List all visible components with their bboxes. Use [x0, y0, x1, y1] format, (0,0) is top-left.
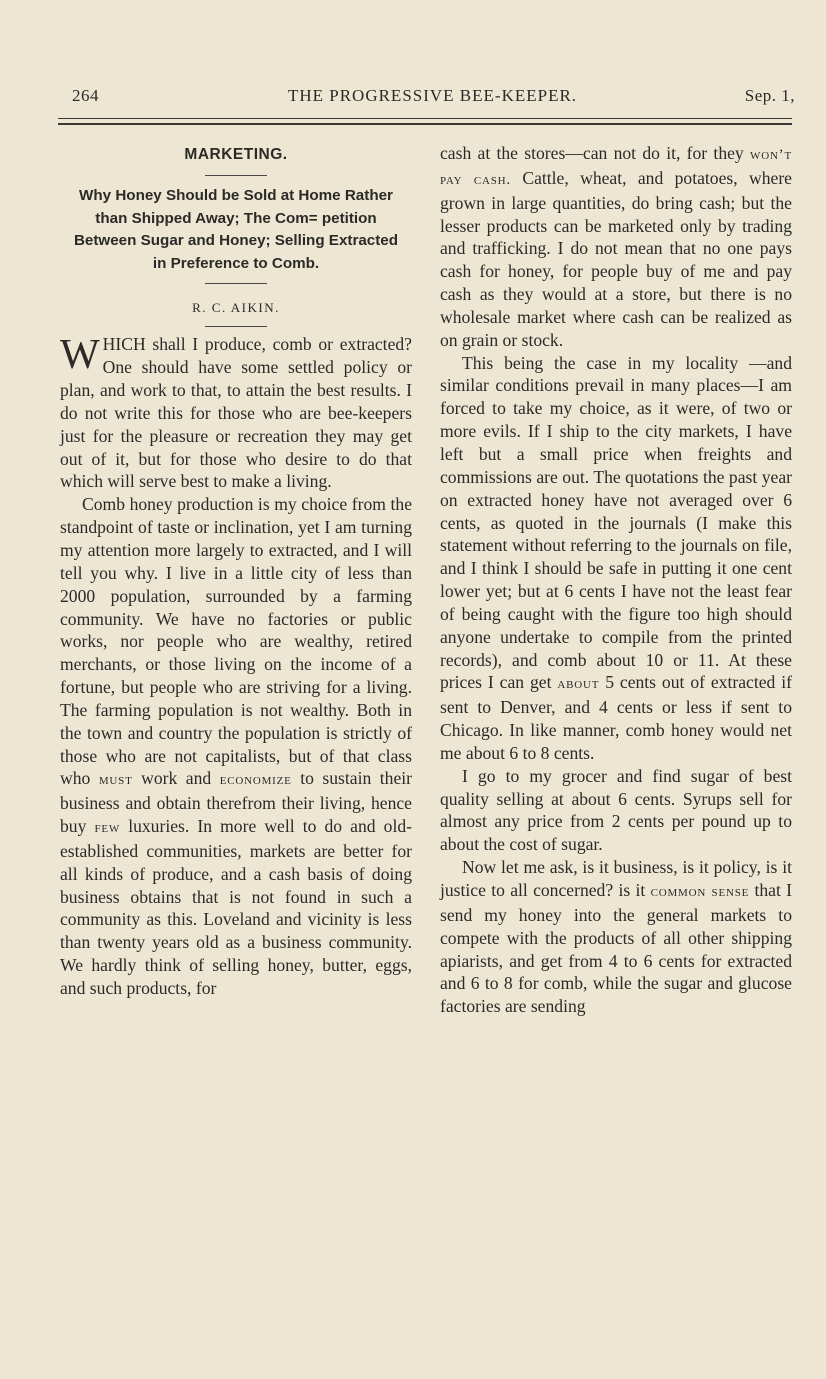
article-subheading: Why Honey Should be Sold at Home Rather than Shipped Away; The Com= petition Between Sugar and Honey; Selling Extracted in Preference to Comb. — [73, 187, 399, 272]
paragraph-2-text-a: Comb honey production is my choice from the standpoint of taste or inclination, yet I am turning my attention more largely to extracted, and I will tell you why. I live in a little city of less than 2000 population, surrounded by a farming community. We have no factories or public works, nor people who are wealthy, retired merchants, or those living on the income of a fortune, but people who are striving for a living. The farming population is not wealthy. Both in the town and country the population is strictly of those who are not capitalists, but of that class who — [60, 494, 412, 789]
emphasis-wont-pay-cash: won’t pay cash. — [440, 147, 792, 188]
right-column — [440, 142, 792, 1018]
byline-divider — [205, 326, 267, 327]
subheading-divider — [205, 283, 267, 284]
emphasis-common-sense: common sense — [650, 884, 750, 900]
paragraph-1 — [60, 333, 412, 493]
continued-text-a: cash at the stores—can not do it, for they — [440, 143, 744, 163]
paragraph-5-text-b: that I send my honey into the general markets to compete with the products of all other shipping apiarists, and get from 4 to 6 cents for extracted and 6 to 8 for comb, while the sugar and glucose factories are sending — [440, 880, 792, 1017]
paragraph-1-text: HICH shall I produce, comb or extracted? One should have some settled policy or plan, and work to that, to attain the best results. I do not write this for those who are bee-keepers just for the pleasure or recreation they may get out of it, but for those who desire to do that which will serve best to make a living. — [60, 334, 412, 492]
continued-text-b: Cattle, wheat, and potatoes, where grown in large quantities, do bring cash; but the lesser products can be marketed only by trading and trafficking. I do not mean that no one pays cash for honey, for people buy of me and pay cash as they would at a store, but there is no wholesale market where cash can be realized as on grain or stock. — [440, 167, 792, 350]
header-rule-thick — [58, 123, 792, 125]
header-rule-thin — [58, 118, 792, 119]
paragraph-2 — [60, 493, 412, 1000]
paragraph-continued — [440, 142, 792, 352]
paragraph-4: I go to my grocer and find sugar of best quality selling at about 6 cents. Syrups sell for almost any price from 2 cents per pound up to about the cost of sugar. — [440, 765, 792, 855]
author-byline: R. C. AIKIN. — [192, 300, 280, 316]
paragraph-5 — [440, 856, 792, 1018]
heading-divider — [205, 175, 267, 176]
paragraph-2-text-c: to sustain their business and obtain therefrom their living, hence buy — [60, 768, 413, 837]
paragraph-2-text-b: work and — [141, 768, 212, 789]
issue-date: Sep. 1, — [744, 86, 795, 105]
journal-title: THE PROGRESSIVE BEE-KEEPER. — [287, 86, 578, 105]
paragraph-3-text-a: This being the case in my locality —and similar conditions prevail in many places—I am forced to take my choice, as it were, of two or more evils. If I ship to the city markets, I have left but a small price when freights and commissions are out. The quotations the past year on extracted honey have not averaged over 6 cents, as quoted in the journals (I make this statement without referring to the journals on file, and I think I should be safe in putting it one cent lower yet; but at 6 cents I have not the least fear of being caught with the figure too high should anyone undertake to compile from the printed records), and comb about 10 or 11. At these prices I can get — [440, 352, 792, 693]
paragraph-5-text-a: Now let me ask, is it business, is it policy, is it justice to all concerned? is it — [440, 857, 792, 900]
paragraph-3 — [440, 352, 792, 765]
emphasis-about: about — [557, 676, 600, 693]
article-heading: MARKETING. — [184, 146, 288, 163]
page-number: 264 — [72, 86, 99, 105]
emphasis-must: must — [98, 772, 133, 789]
emphasis-economize: economize — [219, 772, 292, 789]
drop-cap: W — [60, 332, 100, 379]
left-column — [60, 142, 412, 1000]
paragraph-3-text-b: 5 cents out of extracted if sent to Denver, and 4 cents or less if sent to Chicago. In like manner, comb honey would net me about 6 to 8 cents. — [440, 672, 792, 763]
paragraph-2-text-d: luxuries. In more well to do and old-established communities, markets are better for all kinds of produce, and a cash basis of doing business obtains that is not found in such a community as this. Loveland and vicinity is less than twenty years old as a business community. We hardly think of selling honey, butter, eggs, and such products, for — [60, 816, 412, 998]
page-header — [70, 86, 795, 110]
emphasis-few: few — [94, 820, 121, 837]
